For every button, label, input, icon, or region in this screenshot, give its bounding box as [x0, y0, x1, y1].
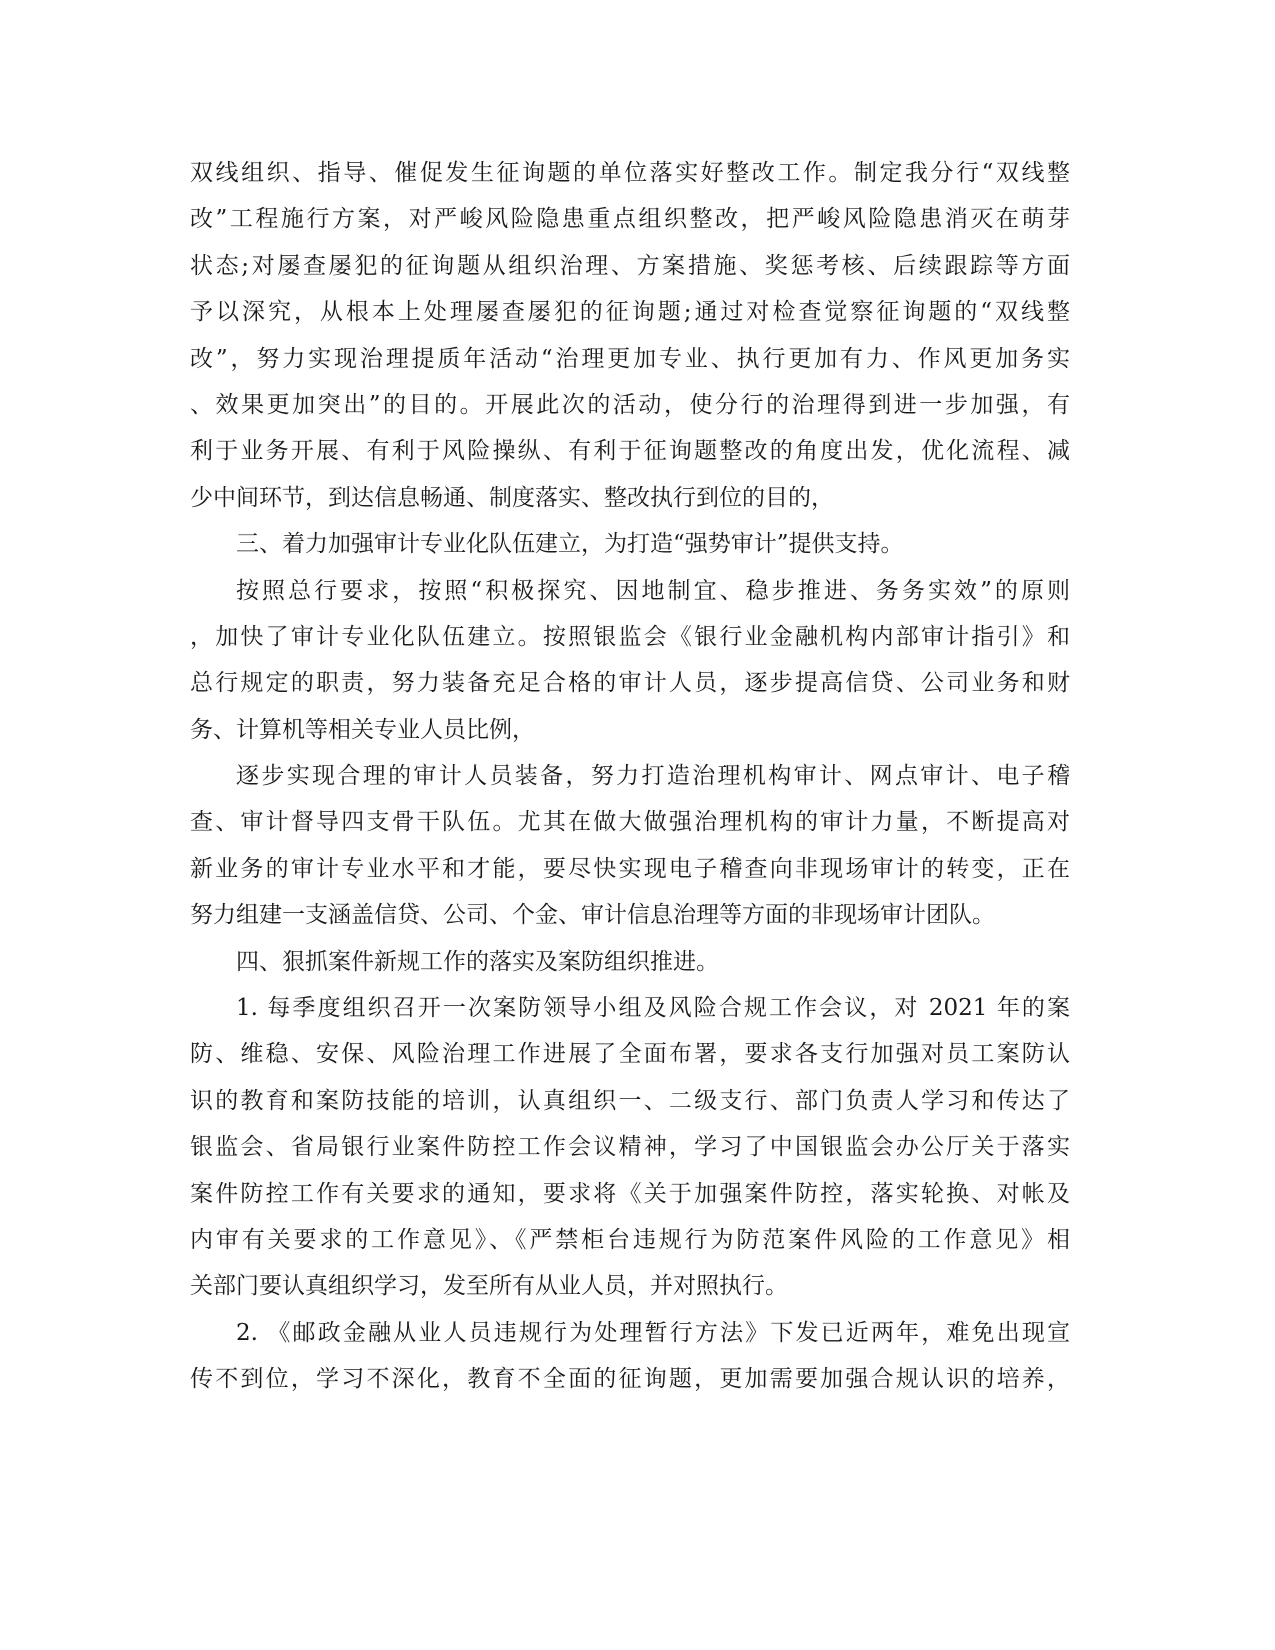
text-line: 1. 每季度组织召开一次案防领导小组及风险合规工作会议，对 2021 年的案	[236, 995, 1070, 1022]
text-line: 三、着力加强审计专业化队伍建立，为打造“强势审计”提供支持。	[236, 531, 904, 558]
text-line: 查、审计督导四支骨干队伍。尤其在做大做强治理机构的审计力量，不断提高对	[190, 809, 1070, 836]
text-line: 状态;对屡查屡犯的征询题从组织治理、方案措施、奖惩考核、后续跟踪等方面	[190, 252, 1070, 279]
text-line: 银监会、省局银行业案件防控工作会议精神，学习了中国银监会办公厅关于落实	[190, 1134, 1070, 1161]
text-line: 案件防控工作有关要求的通知，要求将《关于加强案件防控，落实轮换、对帐及	[190, 1180, 1070, 1207]
text-line: 逐步实现合理的审计人员装备，努力打造治理机构审计、网点审计、电子稽	[236, 763, 1070, 790]
text-line: 、效果更加突出”的目的。开展此次的活动，使分行的治理得到进一步加强，有	[190, 391, 1070, 418]
text-line: 新业务的审计专业水平和才能，要尽快实现电子稽查向非现场审计的转变，正在	[190, 855, 1070, 882]
text-line: 努力组建一支涵盖信贷、公司、个金、审计信息治理等方面的非现场审计团队。	[190, 902, 995, 929]
text-line: 改”工程施行方案，对严峻风险隐患重点组织整改，把严峻风险隐患消灭在萌芽	[190, 206, 1070, 233]
text-line: 传不到位，学习不深化，教育不全面的征询题，更加需要加强合规认识的培养，	[190, 1366, 1070, 1393]
text-line: 四、狠抓案件新规工作的落实及案防组织推进。	[236, 948, 719, 975]
text-line: 防、维稳、安保、风险治理工作进展了全面布署，要求各支行加强对员工案防认	[190, 1041, 1070, 1068]
text-line: 关部门要认真组织学习，发至所有从业人员，并对照执行。	[190, 1273, 788, 1300]
text-line: ，加快了审计专业化队伍建立。按照银监会《银行业金融机构内部审计指引》和	[190, 623, 1070, 650]
text-line: 予以深究，从根本上处理屡查屡犯的征询题;通过对检查觉察征询题的“双线整	[190, 299, 1070, 326]
text-line: 内审有关要求的工作意见》、《严禁柜台违规行为防范案件风险的工作意见》相	[190, 1226, 1070, 1253]
text-line: 双线组织、指导、催促发生征询题的单位落实好整改工作。制定我分行“双线整	[190, 160, 1070, 186]
text-line: 改”，努力实现治理提质年活动“治理更加专业、执行更加有力、作风更加务实	[190, 345, 1070, 372]
text-line: 2. 《邮政金融从业人员违规行为处理暂行方法》下发已近两年，难免出现宣	[236, 1319, 1070, 1346]
text-line: 务、计算机等相关专业人员比例，	[190, 716, 535, 743]
text-line: 利于业务开展、有利于风险操纵、有利于征询题整改的角度出发，优化流程、减	[190, 438, 1070, 465]
document-body	[190, 150, 1070, 1403]
text-line: 少中间环节，到达信息畅通、制度落实、整改执行到位的目的，	[190, 484, 834, 511]
text-line: 按照总行要求，按照“积极探究、因地制宜、稳步推进、务务实效”的原则	[236, 577, 1070, 604]
text-line: 识的教育和案防技能的培训，认真组织一、二级支行、部门负责人学习和传达了	[190, 1087, 1070, 1114]
text-line: 总行规定的职责，努力装备充足合格的审计人员，逐步提高信贷、公司业务和财	[190, 670, 1070, 697]
